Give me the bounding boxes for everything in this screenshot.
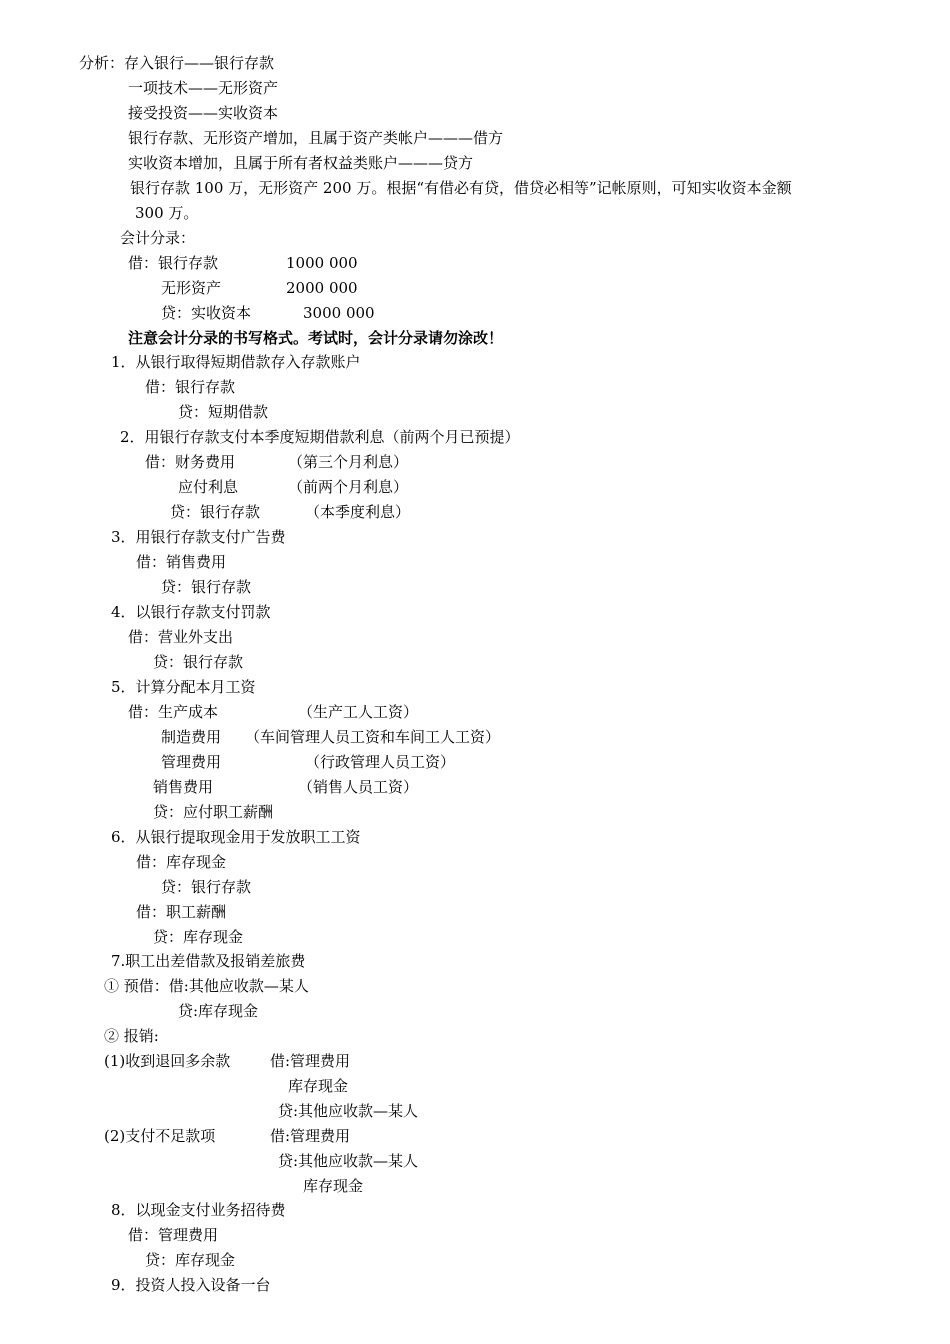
- entry-debit: 制造费用: [161, 728, 222, 746]
- entry-debit: ① 预借：借:其他应收款—某人: [104, 977, 309, 995]
- analysis-line: 300 万。: [135, 204, 199, 222]
- item-heading: 4．以银行存款支付罚款: [111, 603, 271, 621]
- item-heading: 7.职工出差借款及报销差旅费: [111, 952, 306, 970]
- section-heading: 会计分录：: [120, 229, 196, 247]
- entry-debit: 管理费用: [161, 753, 222, 771]
- analysis-line: 接受投资——实收资本: [128, 104, 279, 122]
- item-heading: 5．计算分配本月工资: [111, 678, 256, 696]
- entry-credit: 贷：银行存款: [170, 503, 261, 521]
- analysis-line: 分析：存入银行——银行存款: [79, 54, 275, 72]
- entry-debit: 库存现金: [288, 1077, 349, 1095]
- analysis-line: 银行存款 100 万，无形资产 200 万。根据“有借必有贷，借贷必相等”记帐原则，可知实收资本金额: [130, 179, 792, 197]
- entry-credit: 贷：实收资本: [161, 304, 252, 322]
- entry-debit: 销售费用: [153, 778, 214, 796]
- entry-credit: 贷：库存现金: [145, 1251, 236, 1269]
- analysis-line: 一项技术——无形资产: [128, 79, 279, 97]
- entry-note: （销售人员工资）: [298, 778, 419, 796]
- entry-amount: 2000 000: [286, 279, 358, 297]
- entry-credit: 贷：应付职工薪酬: [153, 803, 274, 821]
- entry-debit: 借：销售费用: [136, 553, 227, 571]
- entry-debit: 应付利息: [178, 478, 239, 496]
- entry-credit: 贷：短期借款: [178, 403, 269, 421]
- entry-amount: 1000 000: [286, 254, 358, 272]
- analysis-line: 银行存款、无形资产增加，且属于资产类帐户———借方: [128, 129, 504, 147]
- entry-credit: 贷：库存现金: [153, 928, 244, 946]
- entry-note: （前两个月利息）: [288, 478, 409, 496]
- entry-debit: 无形资产: [161, 279, 222, 297]
- sub-item: (1)收到退回多余款: [104, 1052, 231, 1070]
- item-heading: 9．投资人投入设备一台: [111, 1276, 271, 1294]
- entry-debit: 借：职工薪酬: [136, 903, 227, 921]
- entry-debit: 借：生产成本: [128, 703, 219, 721]
- entry-note: （第三个月利息）: [288, 453, 409, 471]
- item-heading: 6．从银行提取现金用于发放职工工资: [111, 828, 361, 846]
- entry-note: （生产工人工资）: [298, 703, 419, 721]
- entry-credit: 贷：银行存款: [161, 878, 252, 896]
- entry-debit: 借：银行存款: [128, 254, 219, 272]
- entry-debit: 借：财务费用: [145, 453, 236, 471]
- item-heading: 2．用银行存款支付本季度短期借款利息（前两个月已预提）: [120, 428, 520, 446]
- entry-amount: 3000 000: [303, 304, 375, 322]
- item-heading: 3．用银行存款支付广告费: [111, 528, 286, 546]
- entry-credit: 贷:库存现金: [178, 1002, 259, 1020]
- entry-debit: 借：管理费用: [128, 1226, 219, 1244]
- entry-credit: 贷：银行存款: [161, 578, 252, 596]
- entry-note: （车间管理人员工资和车间工人工资）: [245, 728, 501, 746]
- entry-credit: 贷:其他应收款—某人: [278, 1152, 419, 1170]
- sub-heading: ② 报销:: [104, 1027, 159, 1045]
- entry-debit: 借：银行存款: [145, 378, 236, 396]
- entry-debit: 借:管理费用: [270, 1127, 351, 1145]
- entry-debit: 借：营业外支出: [128, 628, 234, 646]
- item-heading: 1．从银行取得短期借款存入存款账户: [111, 353, 361, 371]
- entry-debit: 借:管理费用: [270, 1052, 351, 1070]
- notice-line: 注意会计分录的书写格式。考试时，会计分录请勿涂改！: [128, 329, 504, 347]
- sub-item: (2)支付不足款项: [104, 1127, 216, 1145]
- entry-credit: 贷：银行存款: [153, 653, 244, 671]
- analysis-line: 实收资本增加，且属于所有者权益类账户———贷方: [128, 154, 474, 172]
- entry-note: （本季度利息）: [305, 503, 411, 521]
- entry-note: （行政管理人员工资）: [305, 753, 456, 771]
- entry-credit: 库存现金: [303, 1177, 364, 1195]
- item-heading: 8．以现金支付业务招待费: [111, 1201, 286, 1219]
- entry-credit: 贷:其他应收款—某人: [278, 1102, 419, 1120]
- entry-debit: 借：库存现金: [136, 853, 227, 871]
